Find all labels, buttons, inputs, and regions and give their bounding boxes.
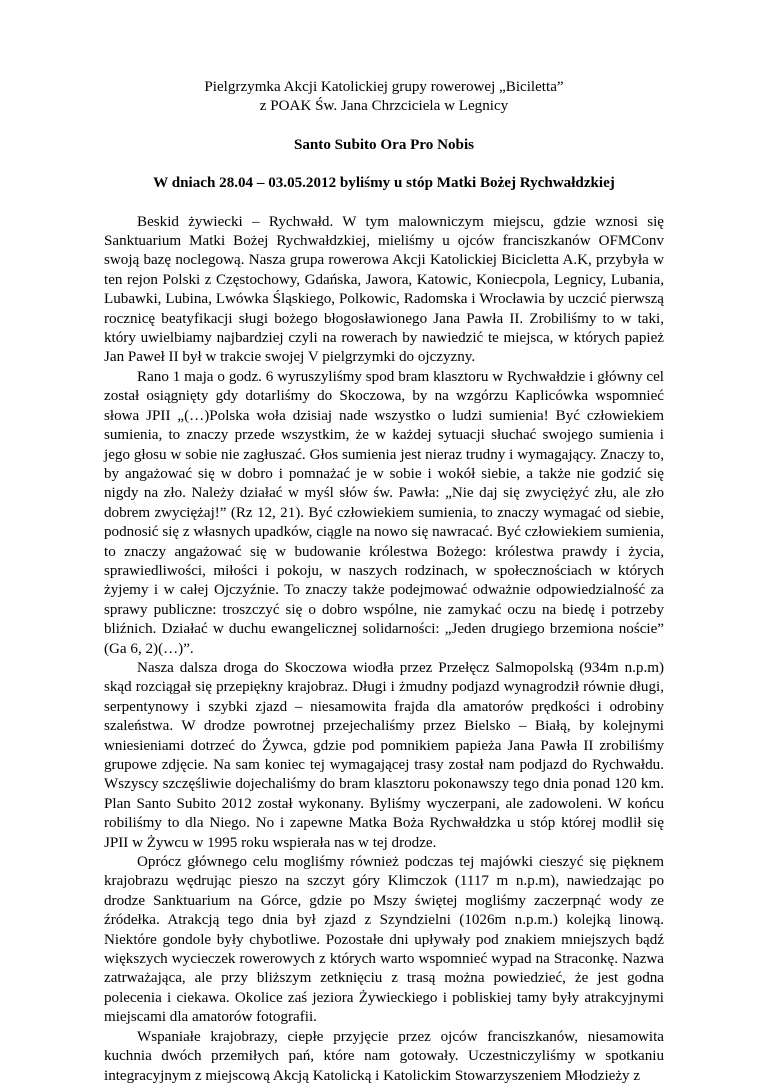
body-paragraph: Oprócz głównego celu mogliśmy również podczas tej majówki cieszyć się pięknem krajobrazu wędrując pieszo na szczyt góry Klimczok (1117 m n.p.m), nawiedzając po drodze Sanktuarium na Górce, gdzie po Mszy świętej mogliśmy zaczerpnąć wody ze źródełka. Atrakcją tego dnia był zjazd z Szyndzielni (1026m n.p.m.) kolejką linową. Niektóre gondole były chybotliwe. Pozostałe dni upływały pod znakiem mniejszych bądź większych wycieczek rowerowych z których warto wspomnieć wypad na Straconkę. Nazwa zatrważająca, ale przy bliższym zetknięciu z trasą można powiedzieć, że jest godna polecenia i ciekawa. Okolice zaś jeziora Żywieckiego i pobliskiej tamy były atrakcyjnymi miejscami dla amatorów fotografii. xyxy=(104,854,664,1026)
dates-heading: W dniach 28.04 – 03.05.2012 byliśmy u stóp Matki Bożej Rychwałdzkiej xyxy=(153,175,615,192)
title-line-1: Pielgrzymka Akcji Katolickiej grupy rowerowej „Biciletta” xyxy=(204,79,564,95)
body-paragraph: Beskid żywiecki – Rychwałd. W tym malowniczym miejscu, gdzie wznosi się Sanktuarium Matki Bożej Rychwałdzkiej, mieliśmy u ojców franciszkanów OFMConv swoją bazę noclegową. Nasza grupa rowerowa Akcji Katolickiej Bicicletta A.K, przybyła w ten rejon Polski z Częstochowy, Gdańska, Jawora, Katowic, Koniecpola, Legnicy, Lubania, Lubawki, Lubina, Lwówka Śląskiego, Polkowic, Radomska i Wrocławia by uczcić pierwszą rocznicę beatyfikacji sługi bożego błogosławionego Jana Pawła II. Zrobiliśmy to w taki, który uwielbiamy najbardziej czyli na rowerach by nawiedzić te miejsca, w których papież Jan Paweł II był w trakcie swojej V pielgrzymki do ojczyzny. xyxy=(104,213,664,366)
document-page xyxy=(104,78,664,1086)
body-paragraph: Wspaniałe krajobrazy, ciepłe przyjęcie przez ojców franciszkanów, niesamowita kuchnia dwóch przemiłych pań, które nam gotowały. Uczestniczyliśmy w spotkaniu integracyjnym z miejscową Akcją Katolicką i Katolickim Stowarzyszeniem Młodzieży z xyxy=(104,1028,664,1084)
document-subtitle: Santo Subito Ora Pro Nobis xyxy=(293,136,475,153)
title-line-2: z POAK Św. Jana Chrzciciela w Legnicy xyxy=(259,98,509,115)
body-paragraph: Nasza dalsza droga do Skoczowa wiodła przez Przełęcz Salmopolską (934m n.p.m) skąd rozciągał się przepiękny krajobraz. Długi i żmudny podjazd wynagrodził równie długi, serpentynowy i szybki zjazd – niesamowita frajda dla amatorów prędkości i odrobiny szaleństwa. W drodze powrotnej przejechaliśmy przez Bielsko – Białą, by kolejnymi wniesieniami dotrzeć do Żywca, gdzie pod pomnikiem papieża Jana Pawła II zrobiliśmy grupowe zdjęcie. Na sam koniec tej wymagającej trasy został nam podjazd do Rychwałdu. Wszyscy szczęśliwie dojechaliśmy do bram klasztoru pokonawszy tego dnia ponad 120 km. Plan Santo Subito 2012 został wykonany. Byliśmy wyczerpani, ale zadowoleni. W końcu robiliśmy to dla Niego. No i zapewne Matka Boża Rychwałdzka u stóp której modlił się JPII w Żywcu w 1995 roku wspierała nas w tej drodze. xyxy=(104,659,664,851)
document-title xyxy=(104,78,664,117)
body-paragraph: Rano 1 maja o godz. 6 wyruszyliśmy spod bram klasztoru w Rychwałdzie i główny cel został osiągnięty gdy dotarliśmy do Skoczowa, by na wzgórzu Kaplicówka wspomnieć słowa JPII „(…)Polska woła dzisiaj nade wszystko o ludzi sumienia! Być człowiekiem sumienia, to znaczy przede wszystkim, że w każdej sytuacji słuchać swojego sumienia i jego głosu w sobie nie zagłuszać. Głos sumienia jest nieraz trudny i wymagający. Znaczy to, by angażować się w dobro i pomnażać je w sobie i wokół siebie, a także nie godzić się nigdy na zło. Należy działać w myśl słów św. Pawła: „Nie daj się zwyciężyć złu, ale zło dobrem zwyciężaj!” (Rz 12, 21). Być człowiekiem sumienia, to znaczy wymagać od siebie, podnosić się z własnych upadków, ciągle na nowo się nawracać. Być człowiekiem sumienia, to znaczy angażować się w budowanie królestwa Bożego: królestwa prawdy i życia, sprawiedliwości, miłości i pokoju, w naszych rodzinach, w społecznościach w których żyjemy i w całej Ojczyźnie. To znaczy także podejmować odważnie odpowiedzialność za sprawy publiczne: troszczyć się o dobro wspólne, nie zamykać oczu na biedę i potrzeby bliźnich. Działać w duchu ewangelicznej solidarności: „Jeden drugiego brzemiona noście” (Ga 6, 2)(…)”. xyxy=(104,368,664,657)
document-body xyxy=(104,213,664,1086)
